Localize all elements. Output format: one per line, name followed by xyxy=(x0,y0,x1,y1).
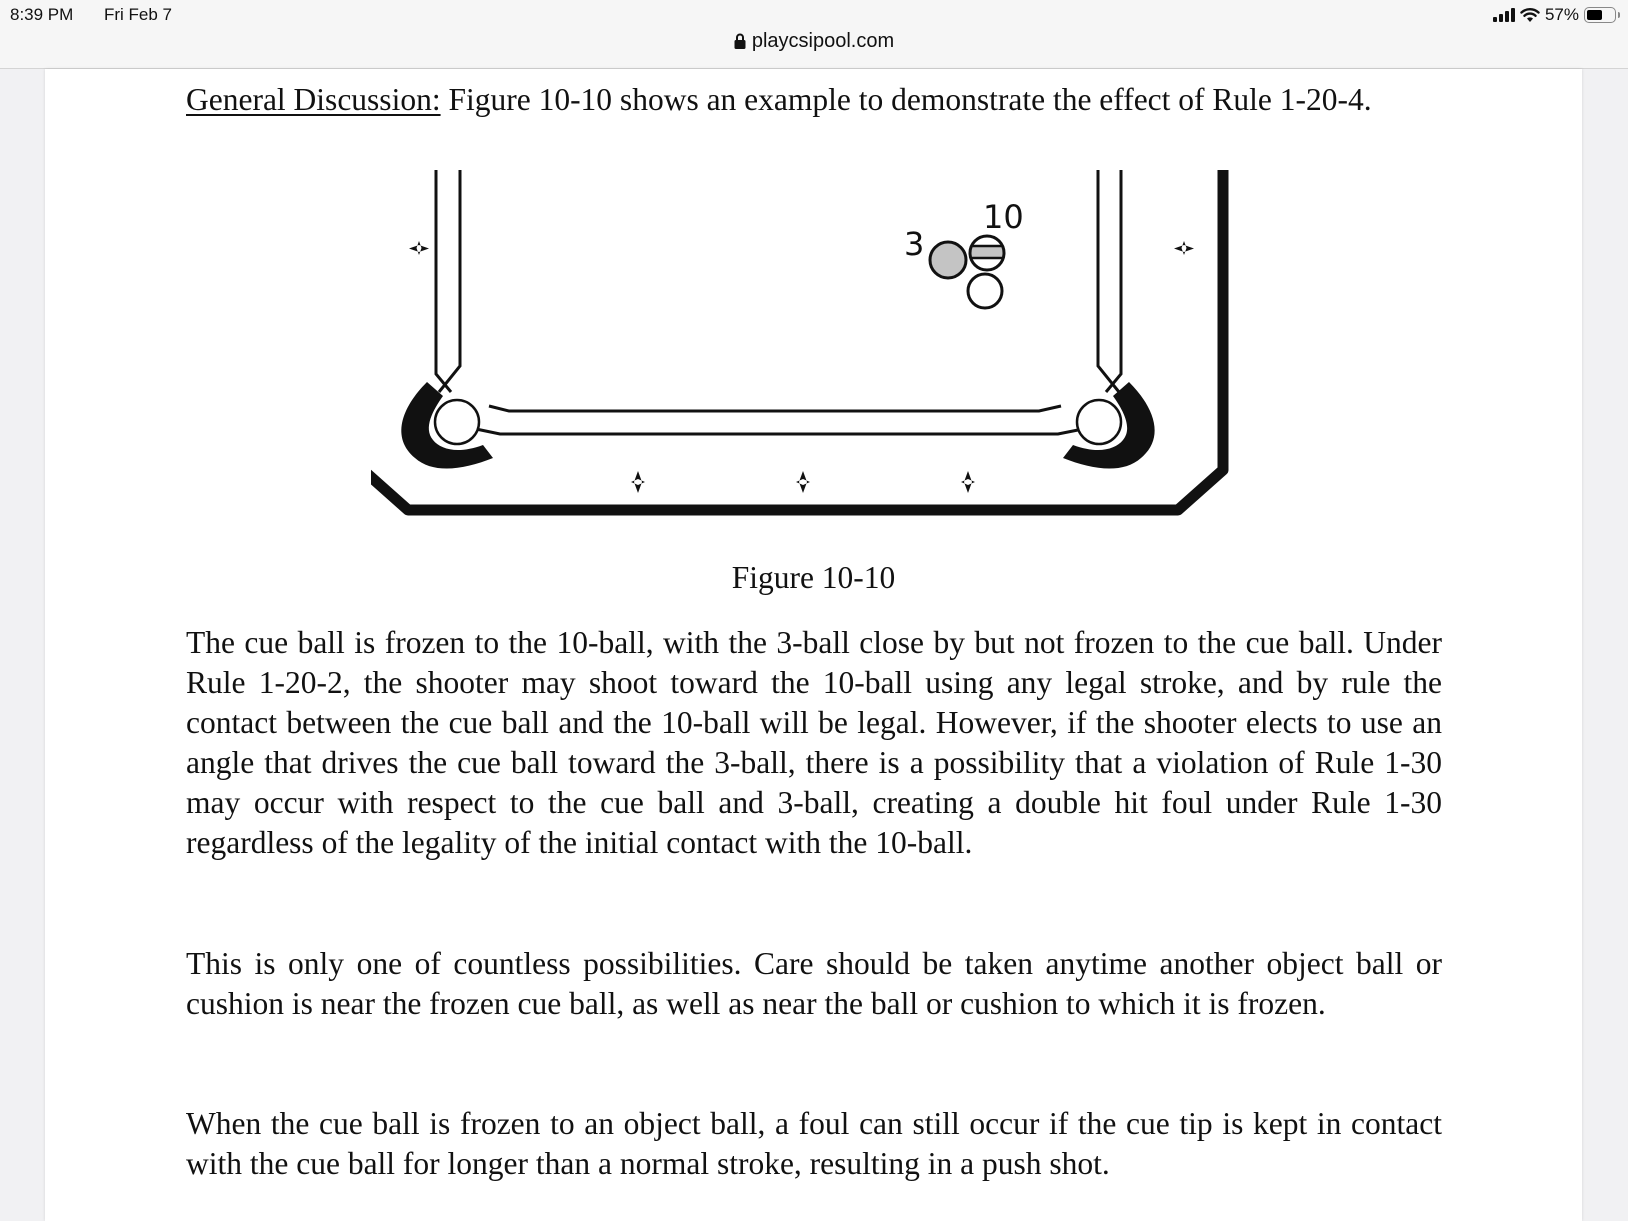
clock-time: 8:39 PM xyxy=(10,5,74,24)
right-cushion-outer xyxy=(1098,170,1119,392)
ten-ball-label: 10 xyxy=(983,198,1024,236)
ten-ball-stripe xyxy=(969,246,1005,258)
left-cushion-outer xyxy=(439,170,460,392)
battery-tip xyxy=(1618,12,1620,18)
signal-icon xyxy=(1493,8,1515,22)
diamond-marker xyxy=(409,241,429,255)
heading-text: Figure 10-10 shows an example to demonstrate the effect of Rule 1-20-4. xyxy=(440,82,1372,117)
battery-level-fill xyxy=(1587,10,1602,20)
general-discussion-heading xyxy=(186,80,1442,120)
url-text: playcsipool.com xyxy=(751,30,895,52)
heading-label: General Discussion: xyxy=(186,82,441,117)
paragraph-push-shot: When the cue ball is frozen to an object ball, a foul can still occur if the cue tip is kept in contact with the cue ball for longer than a normal stroke, resulting in a push shot. xyxy=(186,1106,1442,1181)
diamond-marker xyxy=(796,471,810,493)
paragraph-frozen-cue-ball: The cue ball is frozen to the 10-ball, with the 3-ball close by but not frozen to the cue ball. Under Rule 1-20-2, the shooter may shoot toward the 10-ball using any legal stroke, and by rule the contact between the cue ball and the 10-ball will be legal. However, if the shooter elects to use an angle that drives the cue ball toward the 3-ball, there is a possibility that a violation of Rule 1-30 may occur with respect to the cue ball and 3-ball, creating a double hit foul under Rule 1-30 regardless of the legality of the initial contact with the 10-ball. xyxy=(186,625,1442,860)
address-bar[interactable] xyxy=(0,30,1628,53)
ten-ball xyxy=(969,236,1005,270)
left-corner-pocket xyxy=(401,382,493,469)
right-corner-pocket xyxy=(1063,382,1155,469)
left-cushion-inner xyxy=(436,170,451,392)
diamond-marker xyxy=(1174,241,1194,255)
document-page xyxy=(45,69,1582,1221)
diamond-marker xyxy=(961,471,975,493)
diamond-marker xyxy=(631,471,645,493)
battery-percent: 57% xyxy=(1544,5,1579,24)
pool-table-figure xyxy=(371,170,1255,610)
figure-caption: Figure 10-10 xyxy=(731,560,896,595)
three-ball-label: 3 xyxy=(904,225,925,263)
status-bar xyxy=(0,0,1628,69)
paragraph-countless-possibilities: This is only one of countless possibilities. Care should be taken anytime another object ball or cushion is near the frozen cue ball, as well as near the ball or cushion to which it is frozen. xyxy=(186,946,1442,1021)
three-ball xyxy=(930,242,966,278)
bottom-cushion-bottom xyxy=(476,429,1083,434)
status-indicators xyxy=(1493,5,1620,25)
cue-ball xyxy=(968,274,1002,308)
wifi-icon xyxy=(1520,7,1540,23)
right-cushion-inner xyxy=(1106,170,1121,392)
battery-icon xyxy=(1584,7,1616,23)
bottom-cushion-top xyxy=(489,406,1061,411)
lock-icon xyxy=(734,33,746,49)
clock-date: Fri Feb 7 xyxy=(104,5,173,24)
